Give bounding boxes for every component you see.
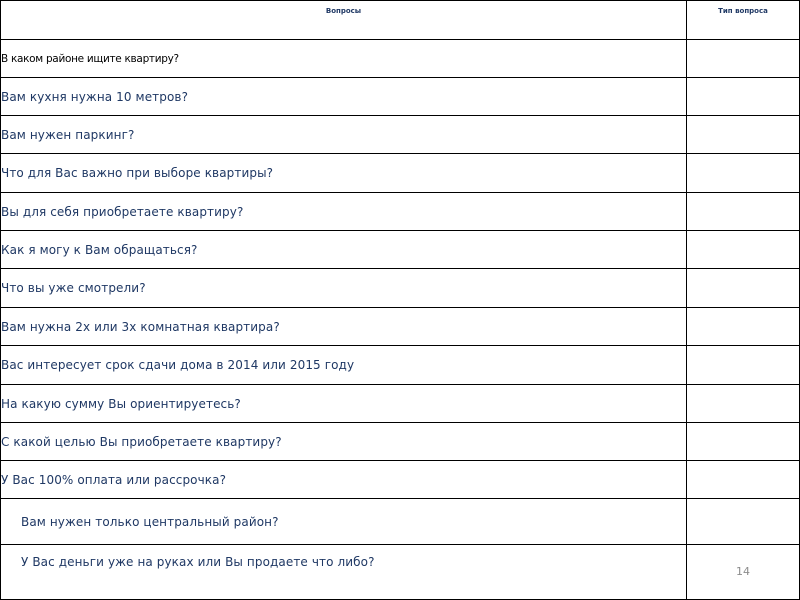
table-row [1,116,800,154]
table-row [1,461,800,499]
table-row [1,545,800,600]
question-type-cell[interactable] [687,154,800,193]
question-cell: На какую сумму Вы ориентируетесь? [1,385,687,423]
question-cell: Вам кухня нужна 10 метров? [1,78,687,116]
page-number: 14 [736,565,750,578]
header-question-type: Тип вопроса [687,1,800,40]
question-type-cell[interactable] [687,116,800,154]
question-type-cell[interactable] [687,423,800,461]
question-cell: Вам нужен паркинг? [1,116,687,154]
table-row [1,40,800,78]
question-cell: Что вы уже смотрели? [1,269,687,308]
question-type-cell[interactable] [687,269,800,308]
header-questions: Вопросы [1,1,687,40]
question-type-cell[interactable] [687,40,800,78]
question-type-cell[interactable] [687,193,800,231]
question-cell: Вам нужен только центральный район? [1,499,687,545]
question-cell: У Вас 100% оплата или рассрочка? [1,461,687,499]
table-row [1,308,800,346]
table-row [1,385,800,423]
table-row [1,193,800,231]
question-cell: Как я могу к Вам обращаться? [1,231,687,269]
question-cell: Что для Вас важно при выборе квартиры? [1,154,687,193]
question-type-cell[interactable] [687,461,800,499]
question-type-cell[interactable] [687,308,800,346]
question-type-cell[interactable] [687,78,800,116]
table-row [1,269,800,308]
table-header-row [1,1,800,40]
question-cell: Вам нужна 2х или 3х комнатная квартира? [1,308,687,346]
table-row [1,154,800,193]
table-row [1,423,800,461]
table-row [1,346,800,385]
question-type-cell[interactable] [687,346,800,385]
table-row [1,78,800,116]
question-type-cell[interactable] [687,385,800,423]
question-cell: Вы для себя приобретаете квартиру? [1,193,687,231]
question-type-cell[interactable] [687,499,800,545]
question-cell: У Вас деньги уже на руках или Вы продаете что либо? [1,545,687,600]
question-cell: С какой целью Вы приобретаете квартиру? [1,423,687,461]
question-cell: В каком районе ищите квартиру? [1,40,687,78]
question-cell: Вас интересует срок сдачи дома в 2014 или 2015 году [1,346,687,385]
table-row [1,231,800,269]
question-type-cell[interactable] [687,231,800,269]
table-row [1,499,800,545]
